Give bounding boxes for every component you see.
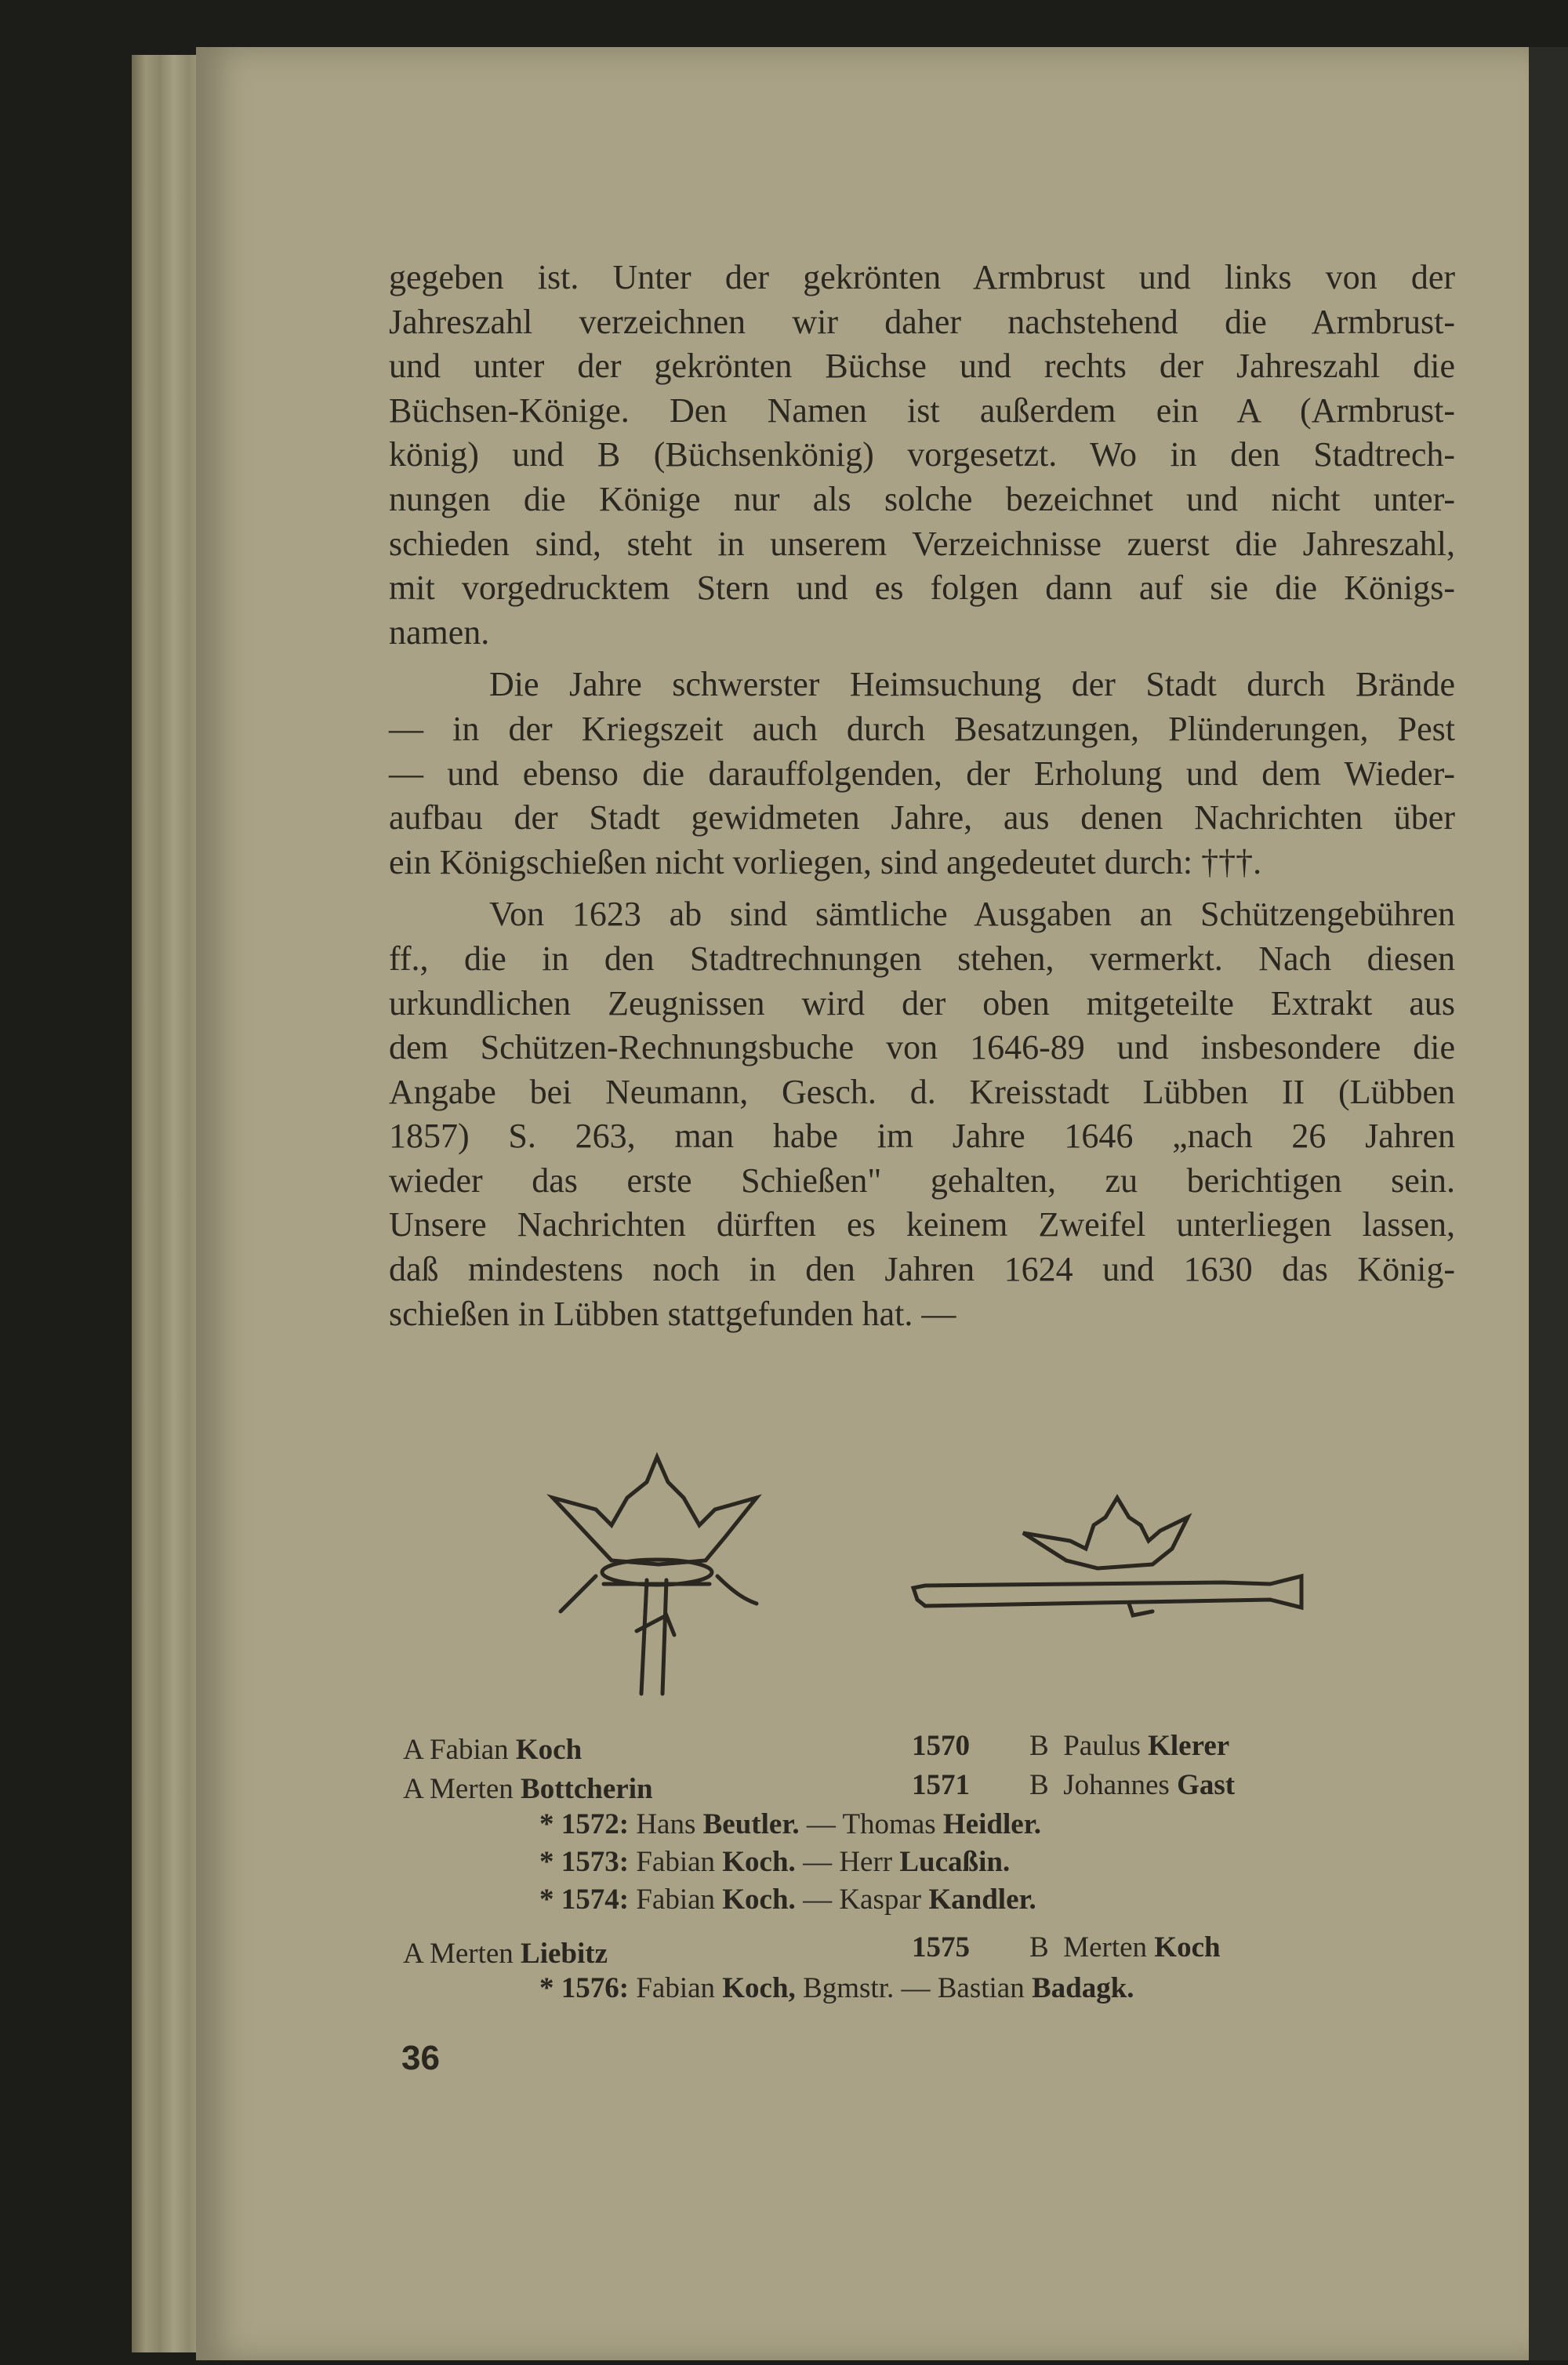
- list-item: [1029, 1768, 1235, 1802]
- first-name: Kaspar: [839, 1884, 922, 1916]
- text-line: daß mindestens noch in den Jahren 1624 und 1630 das König-: [389, 1250, 1455, 1289]
- last-name: Bottcherin: [521, 1773, 653, 1805]
- text-line: schieden sind, steht in unserem Verzeichnisse zuerst die Jahreszahl,: [389, 524, 1455, 563]
- mark-b: B: [1029, 1769, 1049, 1801]
- year: * 1573:: [539, 1846, 630, 1878]
- last-name: Heidler.: [942, 1808, 1041, 1840]
- last-name: Lucaßin.: [899, 1846, 1011, 1878]
- crowned-musket-icon: [913, 1498, 1301, 1615]
- separator: —: [803, 1884, 833, 1916]
- first-name: Merten: [429, 1773, 514, 1805]
- list-item: [403, 1772, 653, 1806]
- last-name: Klerer: [1148, 1730, 1230, 1762]
- mark-a: A: [403, 1938, 423, 1970]
- last-name: Beutler.: [702, 1808, 800, 1840]
- text-line: dem Schützen-Rechnungsbuche von 1646-89 und insbesondere die: [389, 1028, 1455, 1067]
- text-line: schießen in Lübben stattgefunden hat. —: [389, 1294, 956, 1333]
- first-name: Hans: [636, 1808, 696, 1840]
- list-item: [403, 1733, 582, 1767]
- mark-b: B: [1029, 1931, 1049, 1964]
- text-line: urkundlichen Zeugnissen wird der oben mitgeteilte Extrakt aus: [389, 983, 1455, 1023]
- list-item: [403, 1937, 608, 1971]
- text-line: Jahreszahl verzeichnen wir daher nachstehend die Armbrust-: [389, 302, 1455, 341]
- text-line: namen.: [389, 612, 490, 652]
- mark-b: B: [1029, 1730, 1049, 1762]
- last-name: Kandler.: [928, 1884, 1036, 1916]
- text-line: könig) und B (Büchsenkönig) vorgesetzt. Wo in den Stadtrech-: [389, 435, 1455, 474]
- first-name: Bastian: [937, 1972, 1025, 2004]
- last-name: Badagk.: [1031, 1972, 1134, 2004]
- page-number: 36: [401, 2039, 440, 2077]
- text-line: aufbau der Stadt gewidmeten Jahre, aus denen Nachrichten über: [389, 798, 1455, 837]
- title-abbrev: Bgmstr.: [803, 1972, 895, 2004]
- first-name: Fabian: [636, 1972, 716, 2004]
- first-name: Thomas: [842, 1808, 936, 1840]
- year: 1575: [912, 1931, 970, 1964]
- first-name: Fabian: [636, 1884, 716, 1916]
- first-name: Fabian: [429, 1734, 509, 1766]
- text-line: 1857) S. 263, man habe im Jahre 1646 „nach 26 Jahren: [389, 1117, 1455, 1156]
- text-line: Angabe bei Neumann, Gesch. d. Kreisstadt Lübben II (Lübben: [389, 1072, 1455, 1111]
- list-item: [539, 1807, 1041, 1841]
- list-item: [539, 1971, 1134, 2005]
- list-item: [539, 1845, 1010, 1879]
- text-line: — in der Kriegszeit auch durch Besatzungen, Plünderungen, Pest: [389, 709, 1455, 748]
- text-line: Unsere Nachrichten dürften es keinem Zweifel unterliegen lassen,: [389, 1205, 1455, 1244]
- first-name: Paulus: [1063, 1730, 1141, 1762]
- text-line: und unter der gekrönten Büchse und rechts der Jahreszahl die: [389, 347, 1455, 386]
- text-line: ein Königschießen nicht vorliegen, sind angedeutet durch: †††.: [389, 842, 1262, 881]
- year: * 1572:: [539, 1808, 630, 1840]
- text-line: Büchsen-Könige. Den Namen ist außerdem ein A (Armbrust-: [389, 391, 1455, 430]
- year: 1570: [912, 1730, 970, 1762]
- first-name: Herr: [839, 1846, 893, 1878]
- last-name: Koch.: [722, 1846, 796, 1878]
- last-name: Gast: [1177, 1769, 1236, 1801]
- text-line: ff., die in den Stadtrechnungen stehen, vermerkt. Nach diesen: [389, 939, 1455, 978]
- text-line: gegeben ist. Unter der gekrönten Armbrust und links von der: [389, 258, 1455, 296]
- text-line: Von 1623 ab sind sämtliche Ausgaben an Schützengebühren: [489, 895, 1455, 934]
- year: 1571: [912, 1769, 970, 1801]
- text-line: nungen die Könige nur als solche bezeichnet und nicht unter-: [389, 479, 1455, 518]
- text-line: wieder das erste Schießen" gehalten, zu berichtigen sein.: [389, 1161, 1455, 1200]
- first-name: Merten: [429, 1938, 514, 1970]
- text-line: Die Jahre schwerster Heimsuchung der Stadt durch Brände: [489, 665, 1455, 704]
- last-name: Liebitz: [521, 1938, 608, 1970]
- year: * 1574:: [539, 1884, 630, 1916]
- last-name: Koch,: [722, 1972, 796, 2004]
- list-item: [1029, 1931, 1221, 1964]
- first-name: Merten: [1063, 1931, 1148, 1964]
- first-name: Fabian: [636, 1846, 716, 1878]
- mark-a: A: [403, 1734, 423, 1766]
- last-name: Koch.: [722, 1884, 796, 1916]
- last-name: Koch: [515, 1734, 583, 1766]
- crowned-crossbow-icon: [553, 1457, 757, 1694]
- separator: —: [806, 1808, 836, 1840]
- list-item: [1029, 1729, 1229, 1763]
- year: * 1576:: [539, 1972, 630, 2004]
- mark-a: A: [403, 1773, 423, 1805]
- text-line: mit vorgedrucktem Stern und es folgen dann auf sie die Königs-: [389, 569, 1455, 608]
- first-name: Johannes: [1063, 1769, 1170, 1801]
- separator: —: [901, 1972, 931, 2004]
- text-line: — und ebenso die darauffolgenden, der Erholung und dem Wieder-: [389, 754, 1455, 793]
- separator: —: [803, 1846, 833, 1878]
- list-item: [539, 1883, 1036, 1916]
- last-name: Koch: [1154, 1931, 1221, 1964]
